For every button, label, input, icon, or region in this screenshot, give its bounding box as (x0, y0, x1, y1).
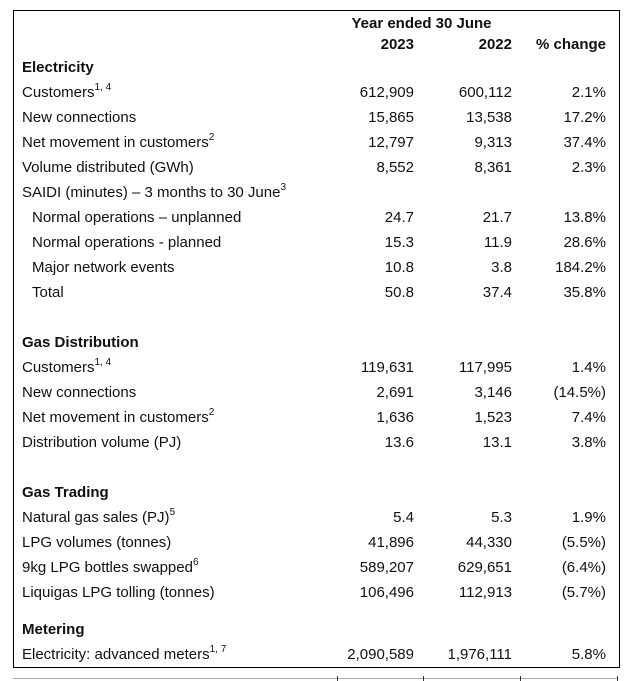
table-row (14, 255, 619, 280)
value-change: 13.8% (563, 209, 606, 226)
row-label: Customers$^{1, 4}$ (22, 357, 112, 376)
section-title: Gas Trading (22, 484, 109, 501)
footnote-ref: 1, 4 (94, 82, 112, 93)
value-2023: 41,896 (368, 534, 414, 551)
table-header-columns-row (14, 34, 619, 55)
row-label: Natural gas sales (PJ)$^5$ (22, 507, 176, 526)
column-header-2022: 2022 (478, 36, 512, 53)
row-label: Net movement in customers$^2$ (22, 132, 215, 151)
value-2023: 2,090,589 (347, 646, 414, 663)
value-change: 17.2% (563, 109, 606, 126)
value-change: (5.5%) (561, 534, 606, 551)
row-label: Customers$^{1, 4}$ (22, 82, 112, 101)
value-2023: 119,631 (360, 359, 414, 376)
value-change: 2.1% (571, 84, 606, 101)
row-label: LPG volumes (tonnes) (22, 534, 172, 551)
value-2022: 3.8 (491, 259, 512, 276)
value-2023: 5.4 (393, 509, 414, 526)
value-change: (14.5%) (553, 384, 606, 401)
table-row (14, 555, 619, 580)
value-2023: 15.3 (384, 234, 414, 251)
row-label: Net movement in customers$^2$ (22, 407, 215, 426)
value-2023: 1,636 (376, 409, 414, 426)
table-section (14, 480, 619, 605)
value-2022: 37.4 (482, 284, 512, 301)
value-2023: 106,496 (359, 584, 414, 601)
row-label: Distribution volume (PJ) (22, 434, 182, 451)
value-2022: 600,112 (458, 84, 512, 101)
value-change: 5.8% (571, 646, 606, 663)
table-row (14, 205, 619, 230)
footnote-ref: 1, 7 (209, 644, 227, 655)
table-section (14, 55, 619, 305)
table-header-span-row (14, 13, 619, 34)
cropped-row-top-border (13, 678, 617, 679)
value-change: 37.4% (563, 134, 606, 151)
value-2023: 10.8 (384, 259, 414, 276)
table-row (14, 505, 619, 530)
value-change: 184.2% (555, 259, 606, 276)
value-change: 7.4% (571, 409, 606, 426)
section-title-row (14, 617, 619, 642)
value-2022: 13,538 (466, 109, 512, 126)
value-2023: 50.8 (384, 284, 414, 301)
value-2023: 2,691 (376, 384, 414, 401)
section-title-row (14, 480, 619, 505)
cropped-column-divider (520, 676, 521, 681)
cropped-column-divider (617, 676, 618, 681)
row-label: Normal operations - planned (32, 234, 222, 251)
value-2022: 1,976,111 (447, 646, 512, 663)
value-change: 1.9% (571, 509, 606, 526)
table-row (14, 130, 619, 155)
section-title-row (14, 330, 619, 355)
value-2022: 112,913 (458, 584, 512, 601)
table-row (14, 642, 619, 667)
table-body (14, 55, 619, 667)
section-title: Gas Distribution (22, 334, 139, 351)
value-2022: 44,330 (466, 534, 512, 551)
table-section (14, 330, 619, 455)
value-2023: 15,865 (368, 109, 414, 126)
value-2022: 13.1 (482, 434, 512, 451)
row-label: Normal operations – unplanned (32, 209, 242, 226)
table-row (14, 530, 619, 555)
value-2022: 629,651 (457, 559, 512, 576)
table-row (14, 155, 619, 180)
row-label: New connections (22, 109, 137, 126)
value-2023: 24.7 (384, 209, 414, 226)
value-change: 2.3% (571, 159, 606, 176)
row-label: Total (32, 284, 64, 301)
value-change: 35.8% (563, 284, 606, 301)
value-2023: 12,797 (368, 134, 414, 151)
footnote-ref: 1, 4 (94, 357, 112, 368)
value-change: (6.4%) (561, 559, 606, 576)
value-change: 1.4% (571, 359, 606, 376)
row-label: Volume distributed (GWh) (22, 159, 194, 176)
value-2022: 8,361 (474, 159, 512, 176)
table-row (14, 380, 619, 405)
footnote-ref: 2 (208, 407, 215, 418)
value-2023: 589,207 (359, 559, 414, 576)
table-row (14, 355, 619, 380)
table-row (14, 280, 619, 305)
table-row (14, 580, 619, 605)
value-2022: 21.7 (482, 209, 512, 226)
row-label: 9kg LPG bottles swapped$^6$ (22, 557, 199, 576)
table-row (14, 80, 619, 105)
footnote-ref: 3 (280, 182, 287, 193)
row-label: New connections (22, 384, 137, 401)
value-2022: 117,995 (458, 359, 512, 376)
row-label: SAIDI (minutes) – 3 months to 30 June$^3$ (22, 182, 287, 201)
footnote-ref: 5 (169, 507, 176, 518)
value-2022: 9,313 (474, 134, 512, 151)
section-title-row (14, 55, 619, 80)
row-label: Major network events (32, 259, 175, 276)
table-row (14, 105, 619, 130)
value-2022: 3,146 (474, 384, 512, 401)
value-2022: 11.9 (483, 234, 512, 251)
column-header-2023: 2023 (380, 36, 414, 53)
cropped-column-divider (337, 676, 338, 681)
value-2023: 8,552 (376, 159, 414, 176)
table-row (14, 430, 619, 455)
value-change: (5.7%) (561, 584, 606, 601)
footnote-ref: 2 (208, 132, 215, 143)
row-label: Electricity: advanced meters$^{1, 7}$ (22, 644, 227, 663)
value-2022: 5.3 (491, 509, 512, 526)
value-2022: 1,523 (474, 409, 512, 426)
section-title: Electricity (22, 59, 94, 76)
statistics-table (13, 10, 620, 668)
value-2023: 612,909 (359, 84, 414, 101)
table-section (14, 617, 619, 667)
value-change: 3.8% (571, 434, 606, 451)
column-header-change: % change (535, 36, 606, 53)
value-change: 28.6% (563, 234, 606, 251)
section-title: Metering (22, 621, 85, 638)
table-row (14, 405, 619, 430)
footnote-ref: 6 (192, 557, 199, 568)
row-label: Liquigas LPG tolling (tonnes) (22, 584, 215, 601)
year-ended-header: Year ended 30 June (351, 15, 492, 32)
value-2023: 13.6 (384, 434, 414, 451)
table-row (14, 180, 619, 205)
cropped-column-divider (423, 676, 424, 681)
table-row (14, 230, 619, 255)
